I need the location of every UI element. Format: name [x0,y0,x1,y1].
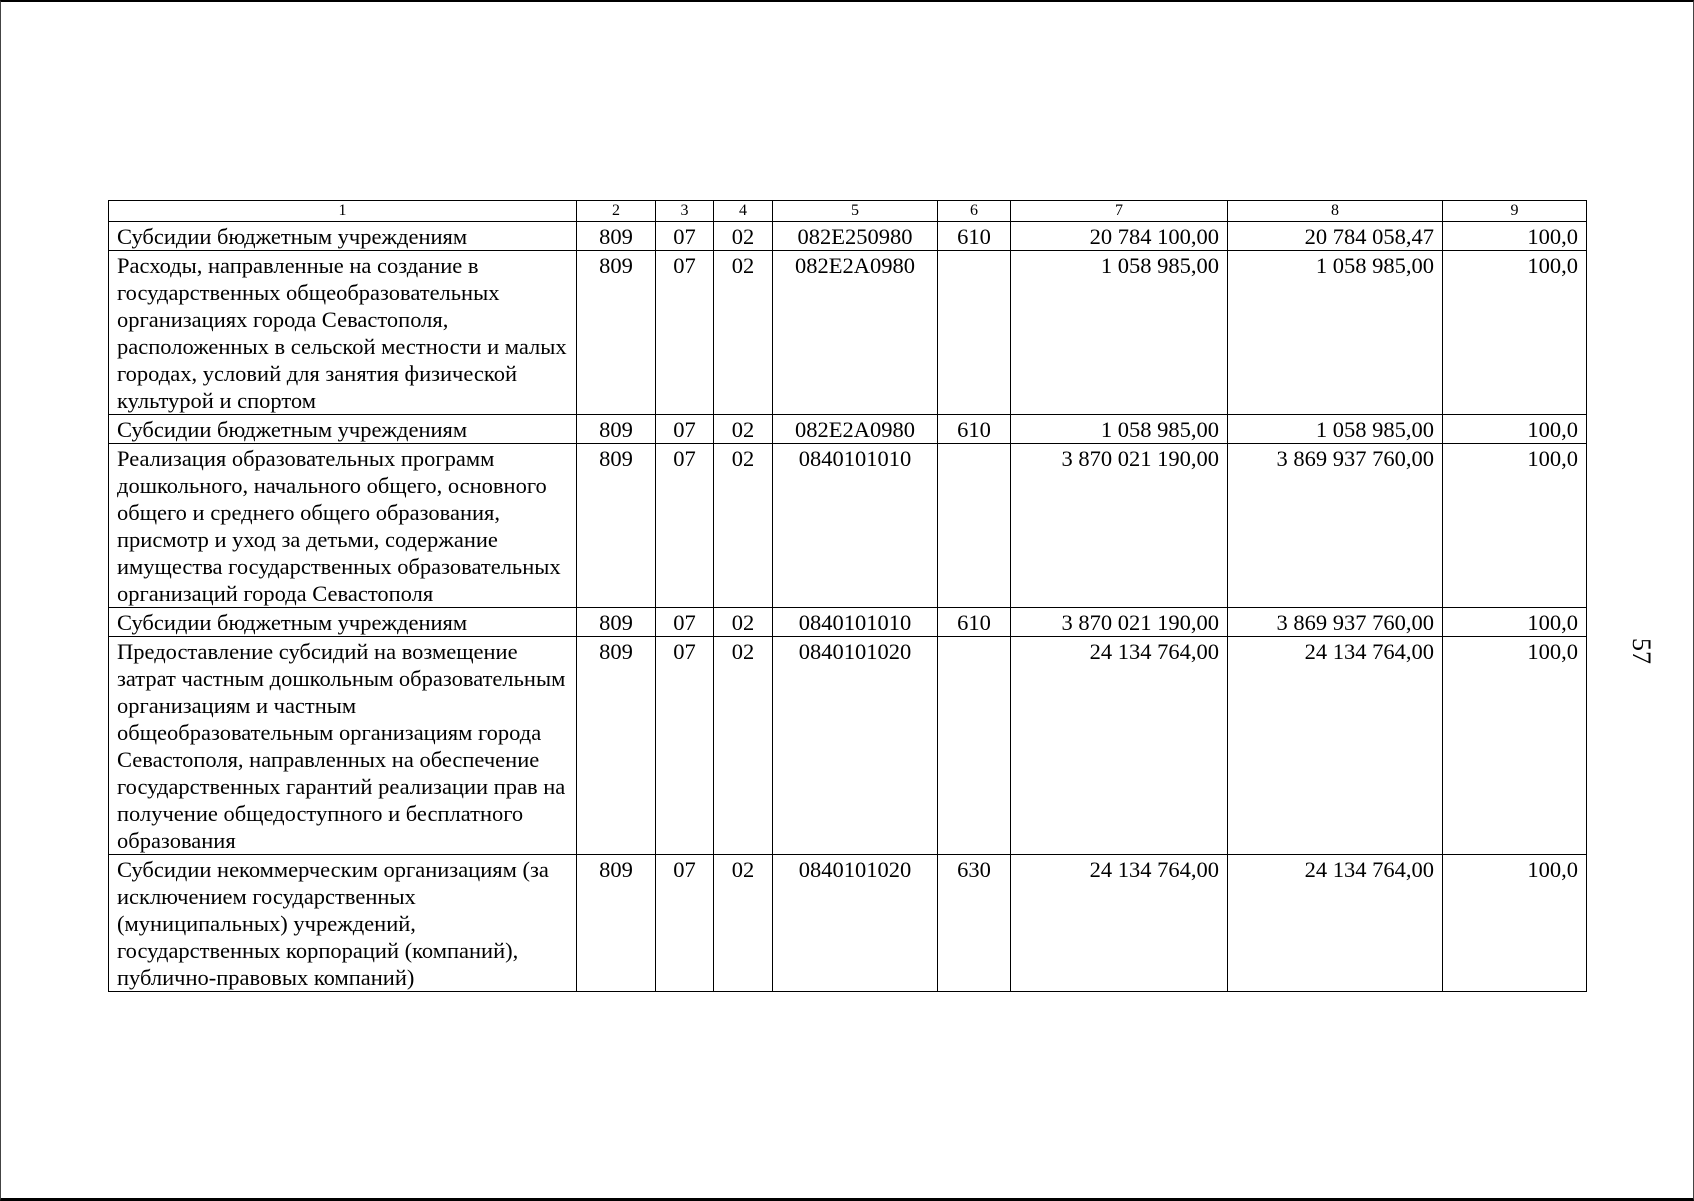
cell-planned: 20 784 100,00 [1011,222,1228,251]
cell-percent: 100,0 [1443,637,1587,855]
table-row [109,444,1587,608]
cell-percent: 100,0 [1443,222,1587,251]
cell-executed: 1 058 985,00 [1228,251,1443,415]
table-header-row [109,201,1587,222]
cell-planned: 1 058 985,00 [1011,415,1228,444]
cell-target-code: 082E2A0980 [773,251,938,415]
cell-executed: 3 869 937 760,00 [1228,444,1443,608]
cell-subsection: 02 [714,855,773,992]
cell-expense-type: 630 [938,855,1011,992]
cell-target-code: 0840101010 [773,608,938,637]
cell-ministry: 809 [577,415,656,444]
table-row [109,251,1587,415]
cell-ministry: 809 [577,637,656,855]
cell-section: 07 [656,855,714,992]
row-name: Расходы, направленные на создание в государственных общеобразовательных организациях города Севастополя, расположенных в сельской местности и малых городах, условий для занятия физической культурой и спортом [109,251,577,415]
cell-target-code: 0840101020 [773,637,938,855]
cell-planned: 24 134 764,00 [1011,637,1228,855]
row-name: Субсидии бюджетным учреждениям [109,608,577,637]
cell-planned: 1 058 985,00 [1011,251,1228,415]
budget-table [108,200,1587,992]
header-cell: 7 [1011,201,1228,222]
cell-percent: 100,0 [1443,855,1587,992]
header-cell: 8 [1228,201,1443,222]
cell-executed: 24 134 764,00 [1228,637,1443,855]
cell-section: 07 [656,608,714,637]
cell-ministry: 809 [577,444,656,608]
header-cell: 4 [714,201,773,222]
cell-target-code: 0840101020 [773,855,938,992]
cell-expense-type [938,251,1011,415]
row-name: Субсидии бюджетным учреждениям [109,222,577,251]
cell-percent: 100,0 [1443,608,1587,637]
header-cell: 1 [109,201,577,222]
cell-expense-type: 610 [938,415,1011,444]
cell-subsection: 02 [714,251,773,415]
table-row [109,222,1587,251]
cell-expense-type [938,444,1011,608]
cell-executed: 3 869 937 760,00 [1228,608,1443,637]
cell-section: 07 [656,415,714,444]
table-row [109,637,1587,855]
table-row [109,855,1587,992]
cell-section: 07 [656,444,714,608]
cell-subsection: 02 [714,444,773,608]
cell-percent: 100,0 [1443,251,1587,415]
cell-executed: 20 784 058,47 [1228,222,1443,251]
row-name: Предоставление субсидий на возмещение затрат частным дошкольным образовательным организациям и частным общеобразовательным организациям города Севастополя, направленных на обеспечение государственных гарантий реализации прав на получение общедоступного и бесплатного образования [109,637,577,855]
page-number: 57 [1627,638,1656,664]
cell-expense-type [938,637,1011,855]
cell-target-code: 082E250980 [773,222,938,251]
row-name: Реализация образовательных программ дошкольного, начального общего, основного общего и среднего общего образования, присмотр и уход за детьми, содержание имущества государственных образовательных организаций города Севастополя [109,444,577,608]
header-cell: 6 [938,201,1011,222]
cell-subsection: 02 [714,608,773,637]
table-row [109,415,1587,444]
cell-subsection: 02 [714,637,773,855]
header-cell: 9 [1443,201,1587,222]
table-row [109,608,1587,637]
cell-ministry: 809 [577,608,656,637]
cell-section: 07 [656,637,714,855]
row-name: Субсидии бюджетным учреждениям [109,415,577,444]
cell-subsection: 02 [714,222,773,251]
cell-percent: 100,0 [1443,415,1587,444]
cell-subsection: 02 [714,415,773,444]
cell-target-code: 082E2A0980 [773,415,938,444]
row-name: Субсидии некоммерческим организациям (за исключением государственных (муниципальных) учреждений, государственных корпораций (компаний), публично-правовых компаний) [109,855,577,992]
cell-planned: 3 870 021 190,00 [1011,444,1228,608]
cell-ministry: 809 [577,855,656,992]
header-cell: 3 [656,201,714,222]
header-cell: 2 [577,201,656,222]
header-cell: 5 [773,201,938,222]
cell-section: 07 [656,251,714,415]
cell-planned: 3 870 021 190,00 [1011,608,1228,637]
cell-expense-type: 610 [938,608,1011,637]
cell-planned: 24 134 764,00 [1011,855,1228,992]
cell-percent: 100,0 [1443,444,1587,608]
cell-ministry: 809 [577,222,656,251]
cell-target-code: 0840101010 [773,444,938,608]
cell-executed: 24 134 764,00 [1228,855,1443,992]
cell-ministry: 809 [577,251,656,415]
cell-executed: 1 058 985,00 [1228,415,1443,444]
cell-expense-type: 610 [938,222,1011,251]
cell-section: 07 [656,222,714,251]
